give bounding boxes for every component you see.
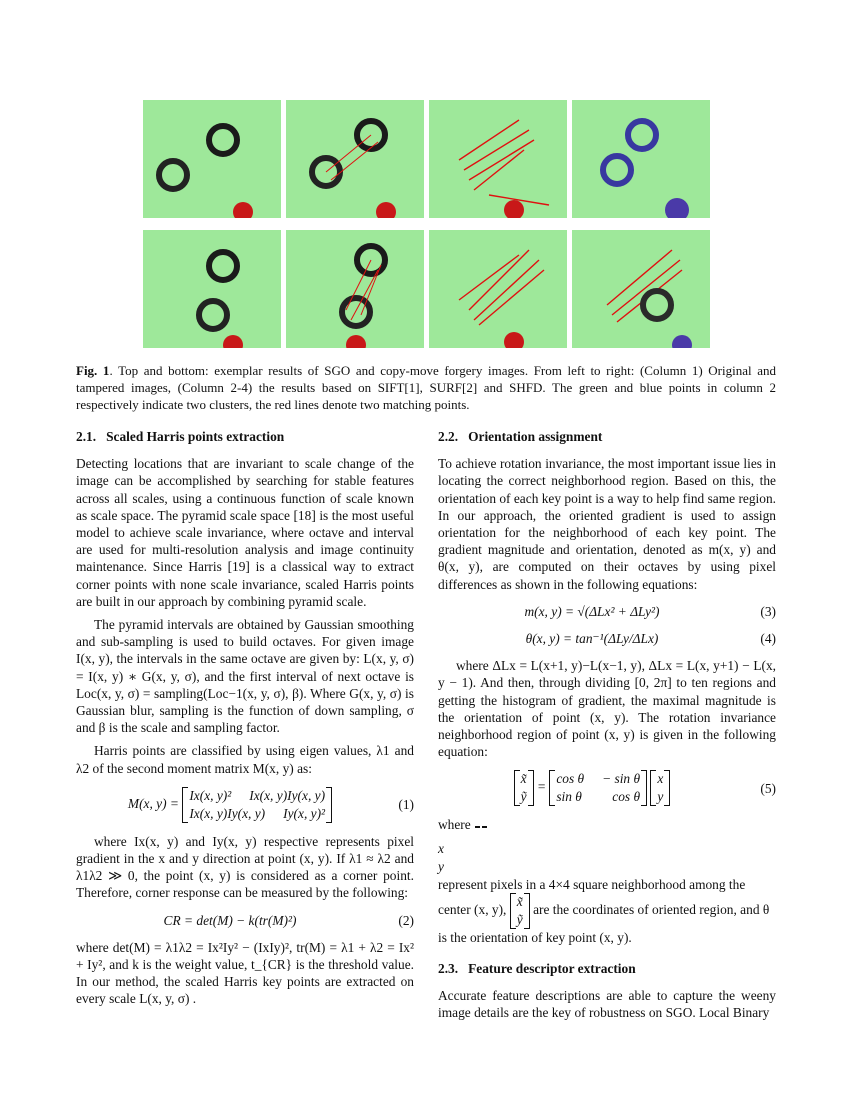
matrix-cell: sin θ [556, 789, 582, 805]
paragraph: The pyramid intervals are obtained by Gaussian smoothing and sub-sampling is used to build octaves. For given image I(x, y), the intervals in the same octave are given by: L(x, y, σ) = I(x, y) ∗ G(x, y, σ), and the first interval of next octave is Loc(x, y, σ) = sampling(Loc−1(x, y, σ), β). Where G(x, y, σ) is Gaussian blur, sampling is the function of down sampling, σ and β is the scale and sampling factor. [76, 617, 414, 736]
matrix-cell: ỹ [516, 911, 523, 927]
matrix-cell: − sin θ [602, 771, 641, 787]
panel-bottom-shfd [572, 230, 710, 348]
matrix-cell: Ix(x, y)² [189, 787, 232, 803]
panel-bottom-sift [286, 230, 424, 348]
equation-number: (2) [398, 912, 414, 928]
panel-top-shfd [572, 100, 710, 218]
panel-bottom-surf [429, 230, 567, 348]
section-2-1-heading [76, 428, 414, 445]
vector-tilde-inline [510, 893, 530, 929]
matrix-cell: y [657, 789, 664, 805]
section-title: Orientation assignment [468, 429, 603, 444]
caption-label: Fig. 1 [76, 363, 110, 378]
equation-2 [76, 912, 414, 929]
text-fragment: represent pixels in a 4×4 square neighborhood among the center (x, y), [438, 876, 746, 917]
equation-number: (5) [760, 780, 776, 796]
section-2-2-heading [438, 428, 776, 445]
matrix-cell: Ix(x, y)Iy(x, y) [249, 787, 326, 803]
equation-number: (3) [760, 603, 776, 619]
figure-1 [143, 100, 711, 348]
paragraph: where Ix(x, y) and Iy(x, y) respective represents pixel gradient in the x and y direction at point (x, y). If λ1 ≈ λ2 and λ1λ2 ≫ 0, the point (x, y) is considered as a corner point. Therefore, corner response can be measured by the following: [76, 833, 414, 901]
equation-matrix [182, 787, 332, 823]
section-number: 2.1. [76, 429, 97, 444]
equation-body: m(x, y) = √(ΔLx² + ΔLy²) [524, 603, 660, 619]
panel-bottom-original [143, 230, 281, 348]
equation-body: CR = det(M) − k(tr(M)²) [163, 912, 297, 928]
text-fragment: are the coordinates of oriented region, and θ is the orientation of key point (x, y). [438, 901, 770, 945]
panel-top-sift [286, 100, 424, 218]
section-title: Scaled Harris points extraction [106, 429, 285, 444]
panel-top-original [143, 100, 281, 218]
matrix-cell: y [438, 858, 444, 874]
paragraph [438, 816, 776, 833]
matrix-cell: x̃ [520, 771, 527, 787]
rotation-matrix [549, 770, 647, 806]
section-number: 2.2. [438, 429, 459, 444]
paragraph: Harris points are classified by using eigen values, λ1 and λ2 of the second moment matrix M(x, y) as: [76, 743, 414, 776]
matrix-cell: x [438, 840, 444, 856]
equation-5: x̃ ỹ = cos θ − sin θ sin θ cos θ x y (5) [438, 770, 776, 806]
matrix-cell: x [657, 771, 664, 787]
equation-body: θ(x, y) = tan⁻¹(ΔLy/ΔLx) [525, 631, 659, 647]
right-column [438, 428, 776, 1028]
section-2-3-heading [438, 960, 776, 977]
vector-tilde [514, 770, 534, 806]
equation-3 [438, 603, 776, 620]
equation-number: (4) [760, 631, 776, 647]
matrix-cell: cos θ [556, 771, 585, 787]
text-fragment: where [438, 817, 471, 833]
paragraph: To achieve rotation invariance, the most important issue lies in locating the correct neighborhood region. Based on this, the orientation of each key point is a way to help find same region. In our approach, the oriented gradient is used to assign orientation for the neighborhood of each key point. The gradient magnitude and orientation, denoted as m(x, y) and θ(x, y), are computed on their octaves by using pixel differences as shown in the following equations: [438, 456, 777, 592]
matrix-cell: Ix(x, y)Iy(x, y) [189, 805, 266, 821]
paragraph: Detecting locations that are invariant to scale change of the image can be accomplished by searching for stable features across all scales, using a continuous function of scale known as scale space. The pyramid scale space [18] is the most useful model to achieve scale invariance, where octave and interval are used for multi-resolution analysis and image continuity maintenance. Since Harris [19] is a classical way to extract corner points with none scale invariance, scaled Harris points are built in our approach by combining pyramid scale. [76, 456, 414, 609]
equation-1 [76, 787, 414, 823]
figure-caption [76, 362, 776, 413]
caption-text: . Top and bottom: exemplar results of SGO and copy-move forgery images. From left to right: (Column 1) Original and tampered images, (Column 2-4) the results based on SIFT[1], SURF[2] and SHFD. The green and blue points in column 2 respectively indicate two clusters, the red lines denote two matching points. [76, 363, 776, 412]
panel-top-surf [429, 100, 567, 218]
equation-lhs: M(x, y) = [127, 795, 179, 811]
section-number: 2.3. [438, 961, 459, 977]
paragraph: where ΔLx = L(x+1, y)−L(x−1, y), ΔLx = L(x, y+1) − L(x, y − 1). And then, through dividing [0, 2π] to ten regions and getting the histogram of gradient, the maximal magnitude is the orientation of point (x, y). The rotation invariance neighborhood region of point (x, y) is given in the following equation: [438, 658, 776, 760]
left-column [76, 428, 414, 1014]
equation-number: (1) [398, 797, 414, 813]
matrix-cell: ỹ [520, 789, 527, 805]
equation-4 [438, 630, 776, 647]
matrix-cell: Iy(x, y)² [283, 805, 326, 821]
matrix-cell: cos θ [612, 789, 641, 805]
paragraph: where det(M) = λ1λ2 = Ix²Iy² − (IxIy)², tr(M) = λ1 + λ2 = Ix² + Iy², and k is the weight value, t_{CR} is the threshold value. In our method, the scaled Harris key points are extracted on every scale L(x, y, σ) . [76, 939, 414, 1007]
matrix-cell: x̃ [516, 893, 523, 909]
section-title: Feature descriptor extraction [468, 961, 636, 977]
vector-xy [650, 770, 670, 806]
paragraph: Accurate feature descriptions are able to capture the weeny image details are the key of robustness on SGO. Local Binary [438, 988, 776, 1021]
